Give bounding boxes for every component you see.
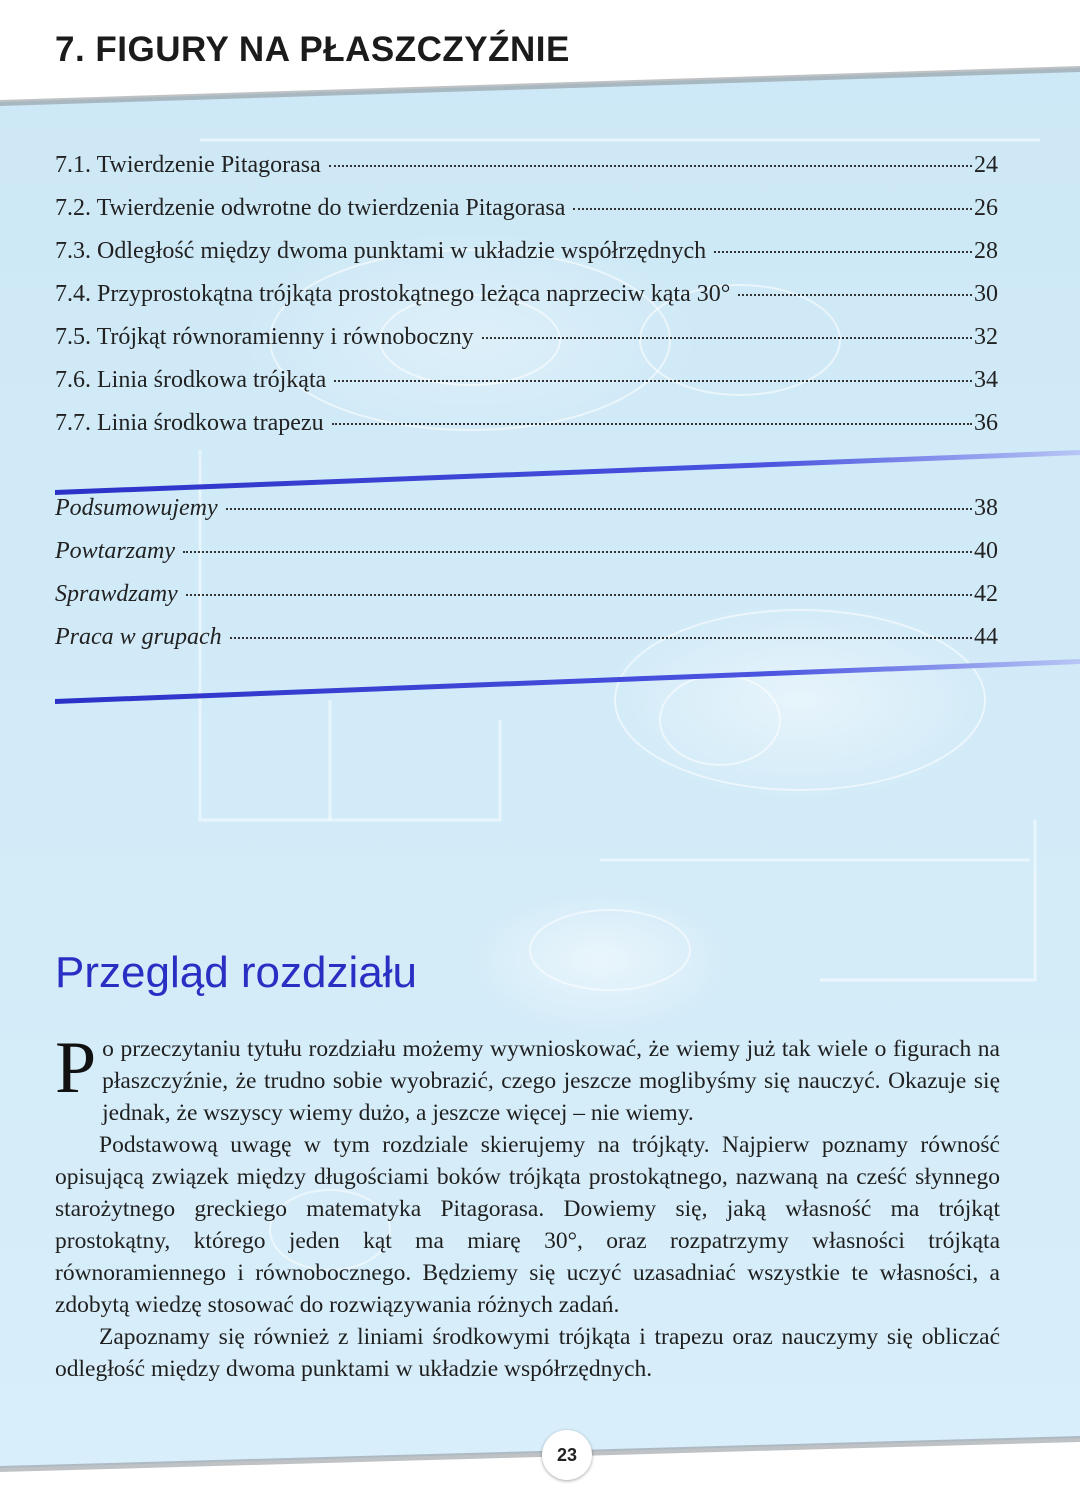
toc-extras-list <box>55 495 998 667</box>
toc-item[interactable] <box>55 367 998 410</box>
toc-item[interactable] <box>55 624 998 667</box>
toc-item[interactable] <box>55 324 998 367</box>
toc-leader-dots <box>738 294 972 296</box>
toc-item-page: 28 <box>974 238 998 264</box>
toc-leader-dots <box>334 380 972 382</box>
toc-item[interactable] <box>55 238 998 281</box>
toc-item-label: Podsumowujemy <box>55 495 218 521</box>
toc-item-page: 44 <box>974 624 998 650</box>
toc-item-page: 30 <box>974 281 998 307</box>
toc-leader-dots <box>226 508 972 510</box>
toc-section-list <box>55 152 998 453</box>
toc-leader-dots <box>183 551 972 553</box>
toc-item-label: 7.7. Linia środkowa trapezu <box>55 410 324 436</box>
overview-paragraph-1 <box>55 1027 1000 1129</box>
toc-item-page: 26 <box>974 195 998 221</box>
toc-item-label: 7.5. Trójkąt równoramienny i równoboczny <box>55 324 474 350</box>
toc-leader-dots <box>186 594 972 596</box>
toc-item-page: 38 <box>974 495 998 521</box>
overview-text <box>55 1027 1000 1385</box>
toc-item-page: 36 <box>974 410 998 436</box>
overview-paragraph-1-text: o przeczytaniu tytułu rozdziału możemy wywnioskować, że wiemy już tak wiele o figurach na płaszczyźnie, że trudno sobie wyobrazić, czego jeszcze moglibyśmy się nauczyć. Okazuje się jednak, że wszyscy wiemy dużo, a jeszcze więcej – nie wiemy. <box>102 1036 1000 1126</box>
toc-leader-dots <box>329 165 972 167</box>
toc-item[interactable] <box>55 581 998 624</box>
toc-item-page: 34 <box>974 367 998 393</box>
toc-leader-dots <box>332 423 972 425</box>
drop-cap: P <box>55 1027 97 1109</box>
toc-item-label: 7.6. Linia środkowa trójkąta <box>55 367 327 393</box>
toc-item[interactable] <box>55 495 998 538</box>
toc-item-label: 7.4. Przyprostokątna trójkąta prostokątnego leżąca naprzeciw kąta 30° <box>55 281 731 307</box>
toc-leader-dots <box>482 337 972 339</box>
toc-item-page: 42 <box>974 581 998 607</box>
toc-item-page: 40 <box>974 538 998 564</box>
toc-item-label: 7.2. Twierdzenie odwrotne do twierdzenia Pitagorasa <box>55 195 566 221</box>
toc-item-label: 7.1. Twierdzenie Pitagorasa <box>55 152 321 178</box>
toc-leader-dots <box>714 251 972 253</box>
toc-item[interactable] <box>55 195 998 238</box>
toc-item-label: Powtarzamy <box>55 538 175 564</box>
toc-item[interactable] <box>55 410 998 453</box>
overview-paragraph-3: Zapoznamy się również z liniami środkowymi trójkąta i trapezu oraz nauczymy się obliczać odległość między dwoma punktami w układzie współrzędnych. <box>55 1324 1000 1382</box>
toc-leader-dots <box>230 637 972 639</box>
toc-item[interactable] <box>55 152 998 195</box>
page-number: 23 <box>542 1430 592 1480</box>
toc-item[interactable] <box>55 281 998 324</box>
overview-heading: Przegląd rozdziału <box>55 948 417 997</box>
toc-leader-dots <box>573 208 972 210</box>
overview-paragraph-2: Podstawową uwagę w tym rozdziale skierujemy na trójkąty. Najpierw poznamy równość opisującą związek między długościami boków trójkąta prostokątnego, nazwaną na cześć słynnego starożytnego greckiego matematyka Pitagorasa. Dowiemy się, jaką własność ma trójkąt prostokątny, którego jeden kąt ma miarę 30°, oraz rozpatrzymy własności trójkąta równoramiennego i równobocznego. Będziemy się uczyć uzasadniać wszystkie te własności, a zdobytą wiedzę stosować do rozwiązywania różnych zadań. <box>55 1132 1000 1318</box>
chapter-title: 7. FIGURY NA PŁASZCZYŹNIE <box>55 30 570 69</box>
toc-item-label: 7.3. Odległość między dwoma punktami w układzie współrzędnych <box>55 238 707 264</box>
toc-item[interactable] <box>55 538 998 581</box>
toc-item-page: 32 <box>974 324 998 350</box>
toc-item-label: Sprawdzamy <box>55 581 178 607</box>
toc-item-page: 24 <box>974 152 998 178</box>
toc-item-label: Praca w grupach <box>55 624 222 650</box>
